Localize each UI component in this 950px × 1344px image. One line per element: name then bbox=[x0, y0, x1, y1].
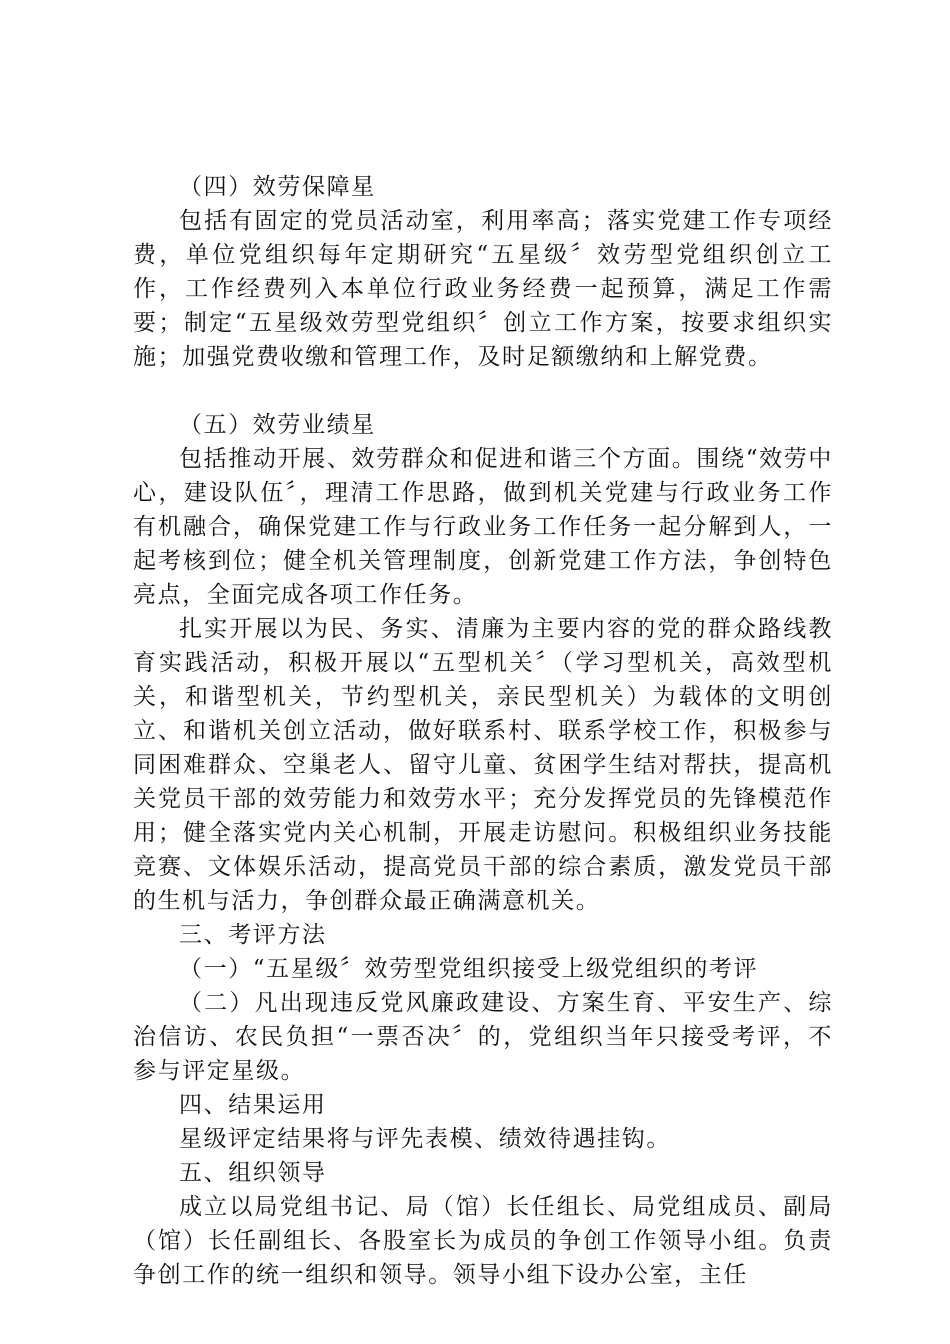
paragraph-evaluation-item-2: （二）凡出现违反党风廉政建设、方案生育、平安生产、综治信访、农民负担“一票否决〞的，党组织当年只接受考评，不参与评定星级。 bbox=[133, 990, 833, 1084]
paragraph-evaluation-item-1: （一）“五星级〞效劳型党组织接受上级党组织的考评 bbox=[179, 956, 759, 982]
paragraph-service-guarantee: 包括有固定的党员活动室，利用率高；落实党建工作专项经费，单位党组织每年定期研究“五星级〞效劳型党组织创立工作，工作经费列入本单位行政业务经费一起预算，满足工作需要；制定“五星级效劳型党组织〞创立工作方案，按要求组织实施；加强党费收缴和管理工作，及时足额缴纳和上解党费。 bbox=[133, 208, 833, 370]
document-body bbox=[133, 170, 833, 1292]
section-heading-organization-leadership: 五、组织领导 bbox=[179, 1160, 327, 1186]
paragraph-education-practice: 扎实开展以为民、务实、清廉为主要内容的党的群众路线教育实践活动，积极开展以“五型机关〞（学习型机关，高效型机关，和谐型机关，节约型机关，亲民型机关）为载体的文明创立、和谐机关创立活动，做好联系村、联系学校工作，积极参与同困难群众、空巢老人、留守儿童、贫困学生结对帮扶，提高机关党员干部的效劳能力和效劳水平；充分发挥党员的先锋模范作用；健全落实党内关心机制，开展走访慰问。积极组织业务技能竞赛、文体娱乐活动，提高党员干部的综合素质，激发党员干部的生机与活力，争创群众最正确满意机关。 bbox=[133, 616, 833, 914]
section-heading-result-application: 四、结果运用 bbox=[179, 1092, 327, 1118]
paragraph-organization-leadership: 成立以局党组书记、局（馆）长任组长、局党组成员、副局（馆）长任副组长、各股室长为成员的争创工作领导小组。负责争创工作的统一组织和领导。领导小组下设办公室，主任 bbox=[133, 1194, 833, 1288]
section-heading-service-guarantee-star: （四）效劳保障星 bbox=[179, 174, 376, 200]
paragraph-result-application: 星级评定结果将与评先表模、绩效待遇挂钩。 bbox=[179, 1126, 671, 1152]
paragraph-service-performance: 包括推动开展、效劳群众和促进和谐三个方面。围绕“效劳中心，建设队伍〞，理清工作思路，做到机关党建与行政业务工作有机融合，确保党建工作与行政业务工作任务一起分解到人，一起考核到位；健全机关管理制度，创新党建工作方法，争创特色亮点，全面完成各项工作任务。 bbox=[133, 446, 833, 608]
section-heading-service-performance-star: （五）效劳业绩星 bbox=[179, 412, 376, 438]
section-heading-evaluation-method: 三、考评方法 bbox=[179, 922, 327, 948]
